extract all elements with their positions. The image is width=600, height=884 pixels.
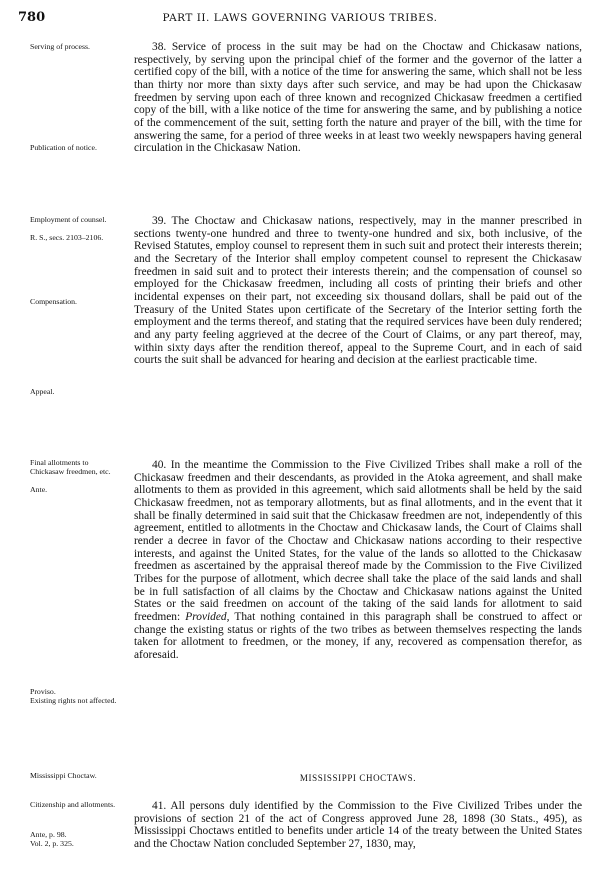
- section-41: [134, 800, 582, 851]
- margin-note-final-allotments: Final allotments to Chickasaw freedmen, etc.: [30, 458, 111, 476]
- page-header: [18, 10, 582, 26]
- section-40-proviso: Provided,: [185, 610, 230, 623]
- margin-note-appeal: Appeal.: [30, 387, 55, 396]
- section-39: [134, 215, 582, 367]
- section-38: [134, 41, 582, 155]
- margin-note-mississippi-choctaw: Mississippi Choctaw.: [30, 771, 97, 780]
- margin-note-compensation: Compensation.: [30, 297, 77, 306]
- section-40-text: [134, 459, 582, 662]
- margin-note-existing-rights: Existing rights not affected.: [30, 696, 117, 705]
- margin-note-volume-ref: Vol. 2, p. 325.: [30, 839, 74, 848]
- section-41-text: 41. All persons duly identified by the Commission to the Five Civilized Tribes under the provisions of section 21 of the act of Congress approved June 28, 1898 (30 Stats., 495), as Mississippi Choctaws entitled to benefits under article 14 of the treaty between the United States and the Choctaw Nation concluded September 27, 1830, may,: [134, 800, 582, 850]
- section-40-text-b: That nothing contained in this paragraph shall be construed to affect or change the existing status or rights of the two tribes as between themselves respecting the lands taken for allotment to freedmen, or the money, if any, recovered as compensation therefor, as aforesaid.: [134, 610, 582, 661]
- section-40: [134, 459, 582, 662]
- section-39-text: 39. The Choctaw and Chickasaw nations, respectively, may in the manner prescribed in sections twenty-one hundred and three to twenty-one hundred and six, both inclusive, of the Revised Statutes, employ counsel to represent them in such suit and protect their interests therein; and the Secretary of the Interior shall employ competent counsel to represent the Chickasaw freedmen in said suit and to protect their interests therein; and the compensation of counsel so employed for the Chickasaw freedmen, including all costs of printing their briefs and other incidental expenses on their part, not exceeding six thousand dollars, shall be paid out of the Treasury of the United States upon certificate of the Secretary of the Interior setting forth the employment and the terms thereof, and stating that the required services have been duly rendered; and any party feeling aggrieved at the decree of the Court of Claims, or any part thereof, may, within sixty days after the rendition thereof, appeal to the Supreme Court, and in each of said courts the suit shall be advanced for hearing and decision at the earliest practicable time.: [134, 215, 582, 367]
- margin-note-citizenship-allotments: Citizenship and allotments.: [30, 800, 116, 809]
- running-head: PART II. LAWS GOVERNING VARIOUS TRIBES.: [162, 12, 438, 24]
- margin-note-proviso: Proviso.: [30, 687, 56, 696]
- margin-note-employment-of-counsel: Employment of counsel.: [30, 215, 107, 224]
- section-heading-mississippi-choctaws: MISSISSIPPI CHOCTAWS.: [299, 773, 417, 783]
- margin-note-publication-of-notice: Publication of notice.: [30, 143, 97, 152]
- page-number: 780: [18, 10, 46, 25]
- margin-note-ante: Ante.: [30, 485, 48, 494]
- margin-note-revised-statutes-ref: R. S., secs. 2103–2106.: [30, 233, 104, 242]
- margin-note-serving-of-process: Serving of process.: [30, 42, 90, 51]
- margin-note-ante-page: Ante, p. 98.: [30, 830, 67, 839]
- section-40-text-a: 40. In the meantime the Commission to the Five Civilized Tribes shall make a roll of the Chickasaw freedmen and their descendants, as provided in the Atoka agreement, and shall make allotments to them as provided in this agreement, which said allotments shall be held by the said Chickasaw freedmen, not as temporary allotments, but as final allotments, and in the event that it shall be finally determined in said suit that the Chickasaw freedmen are not, independently of this agreement, entitled to allotments in the Choctaw and Chickasaw lands, the Court of Claims shall render a decree in favor of the Choctaw and Chickasaw nations according to their respective interests, and against the United States, for the value of the lands so allotted to the Chickasaw freedmen as ascertained by the appraisal thereof made by the Commission to the Five Civilized Tribes for the purpose of allotment, which decree shall take the place of the said lands and shall be in full satisfaction of all claims by the Choctaw and Chickasaw nations against the United States or the said freedmen on account of the taking of the said lands for allotment to said freedmen:: [134, 459, 582, 623]
- section-38-text: 38. Service of process in the suit may be had on the Choctaw and Chickasaw nations, respectively, by serving upon the principal chief of the former and the governor of the latter a certified copy of the bill, with a notice of the time for answering the same, which shall not be less than thirty nor more than sixty days after such service, and may be had upon the Chickasaw freedmen by serving upon each of three known and recognized Chickasaw freedmen a certified copy of the bill, with a like notice of the time for answering the same, and by publishing a notice of the commencement of the suit, setting forth the nature and prayer of the bill, with the time for answering the same, for a period of three weeks in at least two weekly newspapers having general circulation in the Chickasaw Nation.: [134, 41, 582, 155]
